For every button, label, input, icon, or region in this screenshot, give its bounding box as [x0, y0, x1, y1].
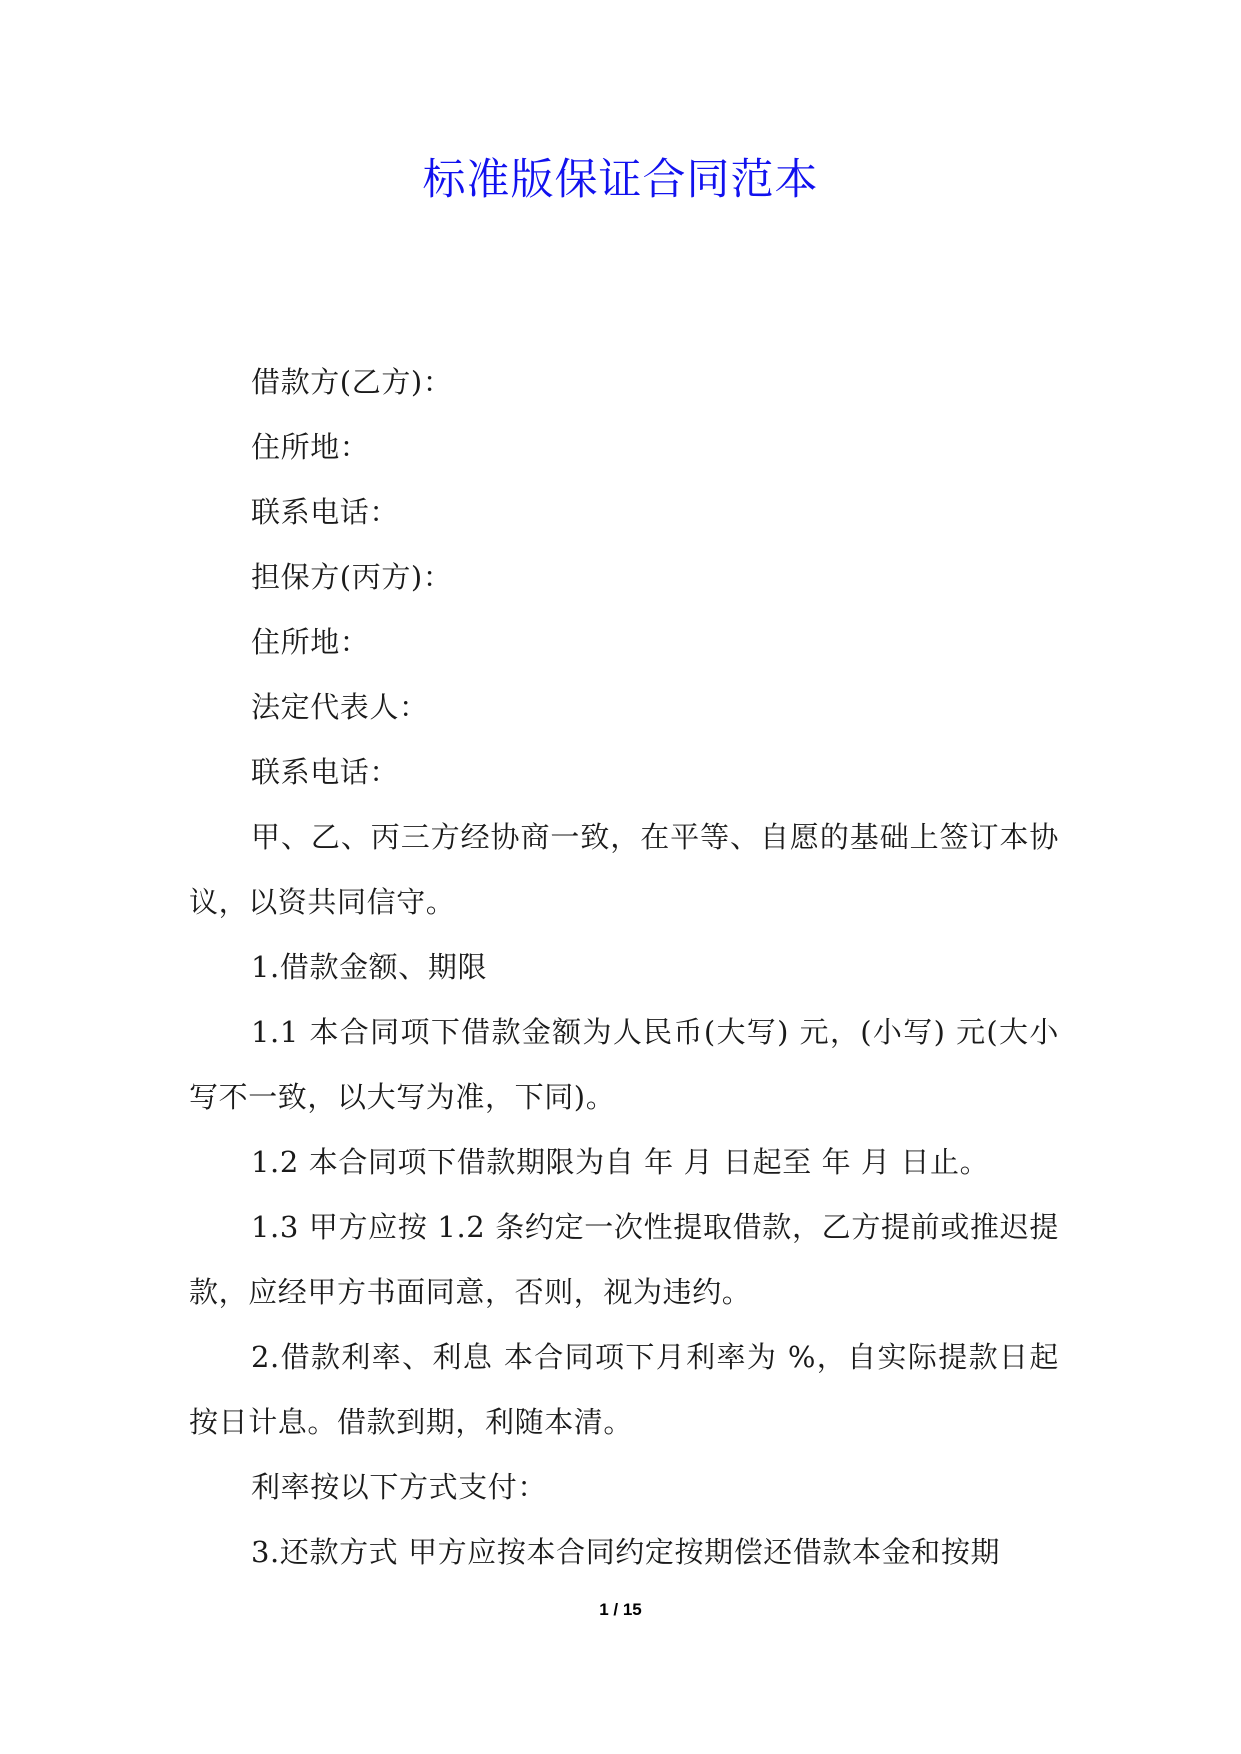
paragraph-borrower-address: 住所地： — [251, 430, 370, 464]
document-body — [189, 350, 1059, 1585]
paragraph-borrower-phone: 联系电话： — [251, 495, 400, 529]
document-title: 标准版保证合同范本 — [422, 155, 819, 205]
paragraph-clause-1-3: 1.3 甲方应按 1.2 条约定一次性提取借款，乙方提前或推迟提款，应经甲方书面同意，否则，视为违约。 — [189, 1210, 1059, 1309]
paragraph-clause-1-2: 1.2 本合同项下借款期限为自 年 月 日起至 年 月 日止。 — [251, 1145, 990, 1179]
page-number: 1 / 15 — [599, 1600, 642, 1619]
paragraph-guarantor-address: 住所地： — [251, 625, 370, 659]
paragraph-guarantor-phone: 联系电话： — [251, 755, 400, 789]
paragraph-legal-representative: 法定代表人： — [251, 690, 429, 724]
paragraph-section-3: 3.还款方式 甲方应按本合同约定按期偿还借款本金和按期 — [251, 1535, 1001, 1569]
paragraph-guarantor: 担保方(丙方)： — [251, 560, 453, 594]
paragraph-borrower: 借款方(乙方)： — [251, 365, 453, 399]
paragraph-preamble: 甲、乙、丙三方经协商一致，在平等、自愿的基础上签订本协议，以资共同信守。 — [189, 820, 1059, 919]
paragraph-interest-payment: 利率按以下方式支付： — [251, 1470, 548, 1504]
paragraph-section-2: 2.借款利率、利息 本合同项下月利率为 %，自实际提款日起按日计息。借款到期，利随本清。 — [189, 1340, 1059, 1439]
paragraph-section-1-heading: 1.借款金额、期限 — [251, 950, 488, 984]
paragraph-clause-1-1: 1.1 本合同项下借款金额为人民币(大写) 元，(小写) 元(大小写不一致，以大写为准，下同)。 — [189, 1015, 1059, 1114]
